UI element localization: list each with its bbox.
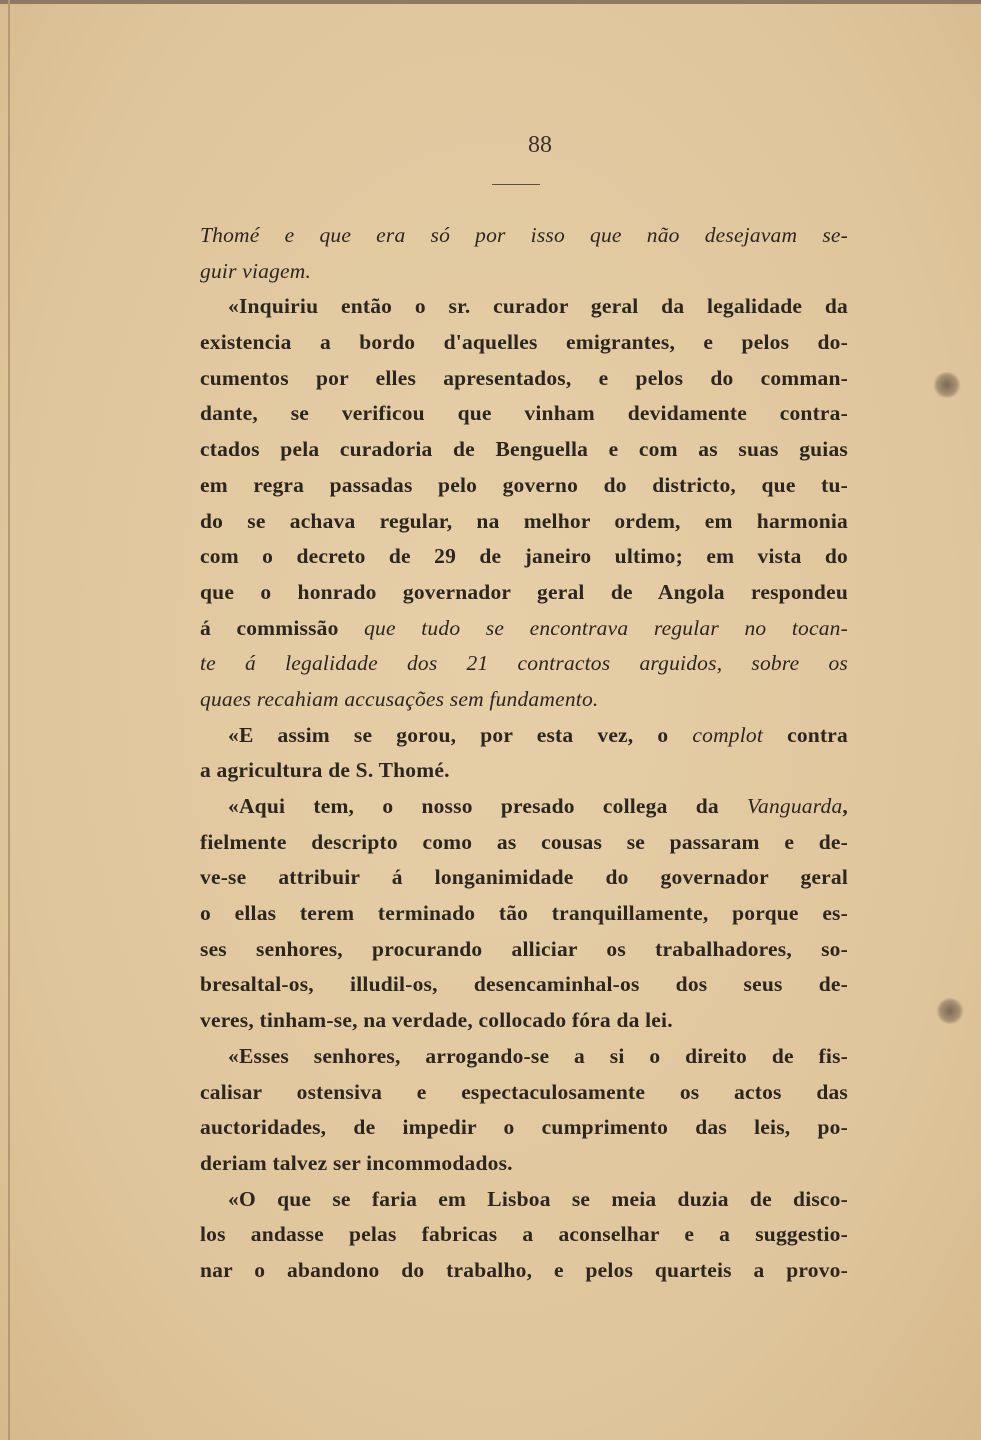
text-line — [200, 967, 848, 1003]
text-line — [200, 611, 848, 647]
text-line — [200, 432, 848, 468]
text-segment: á commissão — [200, 615, 365, 640]
italic-text: guir viagem. — [200, 258, 312, 283]
text-line — [200, 1217, 848, 1253]
text-segment: , — [842, 794, 848, 818]
page-left-edge — [8, 0, 10, 1440]
text-segment: «Aqui tem, o nosso presado collega da — [228, 794, 748, 818]
text-segment: ve-se attribuir á longanimidade do governador geral — [200, 865, 848, 890]
text-line — [200, 860, 848, 896]
text-line — [200, 932, 848, 968]
text-segment: veres, tinham-se, na verdade, collocado fóra da lei. — [200, 1008, 673, 1033]
text-line — [200, 1110, 848, 1146]
text-segment: calisar ostensiva e espectaculosamente os actos das — [200, 1079, 848, 1104]
text-line — [200, 789, 848, 825]
text-segment: «Inquiriu então o sr. curador geral da legalidade da — [228, 294, 848, 319]
text-line — [200, 539, 848, 575]
ornament-icon — [935, 998, 965, 1024]
italic-text: te á legalidade dos 21 contractos arguidos, sobre os — [200, 651, 848, 676]
body-text — [200, 218, 848, 1289]
text-segment: em regra passadas pelo governo do districto, que tu- — [200, 472, 848, 497]
text-segment: nar o abandono do trabalho, e pelos quarteis a provo- — [200, 1257, 848, 1282]
text-segment: auctoridades, de impedir o cumprimento das leis, po- — [200, 1115, 848, 1140]
text-segment: a agricultura de S. Thomé. — [200, 758, 450, 783]
text-line — [200, 682, 848, 718]
text-segment: «O que se faria em Lisboa se meia duzia de disco- — [228, 1186, 848, 1211]
header-rule — [492, 184, 540, 185]
italic-text: quaes recahiam accusações sem fundamento. — [200, 686, 599, 711]
text-segment: existencia a bordo d'aquelles emigrantes, e pelos do- — [200, 330, 848, 355]
text-line — [200, 1146, 848, 1182]
italic-text: Vanguarda — [747, 794, 843, 818]
text-line — [200, 325, 848, 361]
text-segment: contra — [763, 722, 848, 747]
text-line — [200, 361, 848, 397]
text-segment: que o honrado governador geral de Angola respondeu — [200, 579, 848, 604]
ornament-icon — [932, 372, 962, 398]
page-number: 88 — [528, 132, 552, 158]
text-line — [200, 1182, 848, 1218]
text-line — [200, 575, 848, 611]
text-segment: o ellas terem terminado tão tranquillamente, porque es- — [200, 901, 848, 926]
text-line — [200, 289, 848, 325]
text-segment: bresaltal-os, illudil-os, desencaminhal-os dos seus de- — [200, 972, 848, 997]
text-line — [200, 396, 848, 432]
text-segment: cumentos por elles apresentados, e pelos do comman- — [200, 365, 848, 390]
text-line — [200, 1253, 848, 1289]
text-line — [200, 1039, 848, 1075]
text-line — [200, 254, 848, 290]
text-segment: dante, se verificou que vinham devidamente contra- — [200, 401, 848, 426]
text-segment: do se achava regular, na melhor ordem, em harmonia — [200, 508, 848, 533]
text-line — [200, 825, 848, 861]
text-line — [200, 1003, 848, 1039]
text-line — [200, 504, 848, 540]
text-segment: los andasse pelas fabricas a aconselhar e a suggestio- — [200, 1222, 848, 1247]
text-line — [200, 468, 848, 504]
text-segment: fielmente descripto como as cousas se passaram e de- — [200, 829, 848, 854]
text-line — [200, 753, 848, 789]
text-segment: «E assim se gorou, por esta vez, o — [228, 722, 693, 747]
page-top-edge — [0, 0, 981, 4]
text-line — [200, 896, 848, 932]
italic-text: que tudo se encontrava regular no tocan- — [364, 615, 848, 640]
text-segment: com o decreto de 29 de janeiro ultimo; em vista do — [200, 544, 848, 569]
text-segment: ctados pela curadoria de Benguella e com as suas guias — [200, 437, 848, 462]
text-segment: «Esses senhores, arrogando-se a si o direito de fis- — [228, 1043, 848, 1068]
text-line — [200, 646, 848, 682]
text-line — [200, 218, 848, 254]
text-segment: deriam talvez ser incommodados. — [200, 1150, 513, 1175]
text-line — [200, 1075, 848, 1111]
text-line — [200, 718, 848, 754]
text-segment: ses senhores, procurando alliciar os trabalhadores, so- — [200, 936, 848, 961]
italic-text: complot — [692, 722, 764, 747]
italic-text: Thomé e que era só por isso que não desejavam se- — [200, 223, 848, 247]
